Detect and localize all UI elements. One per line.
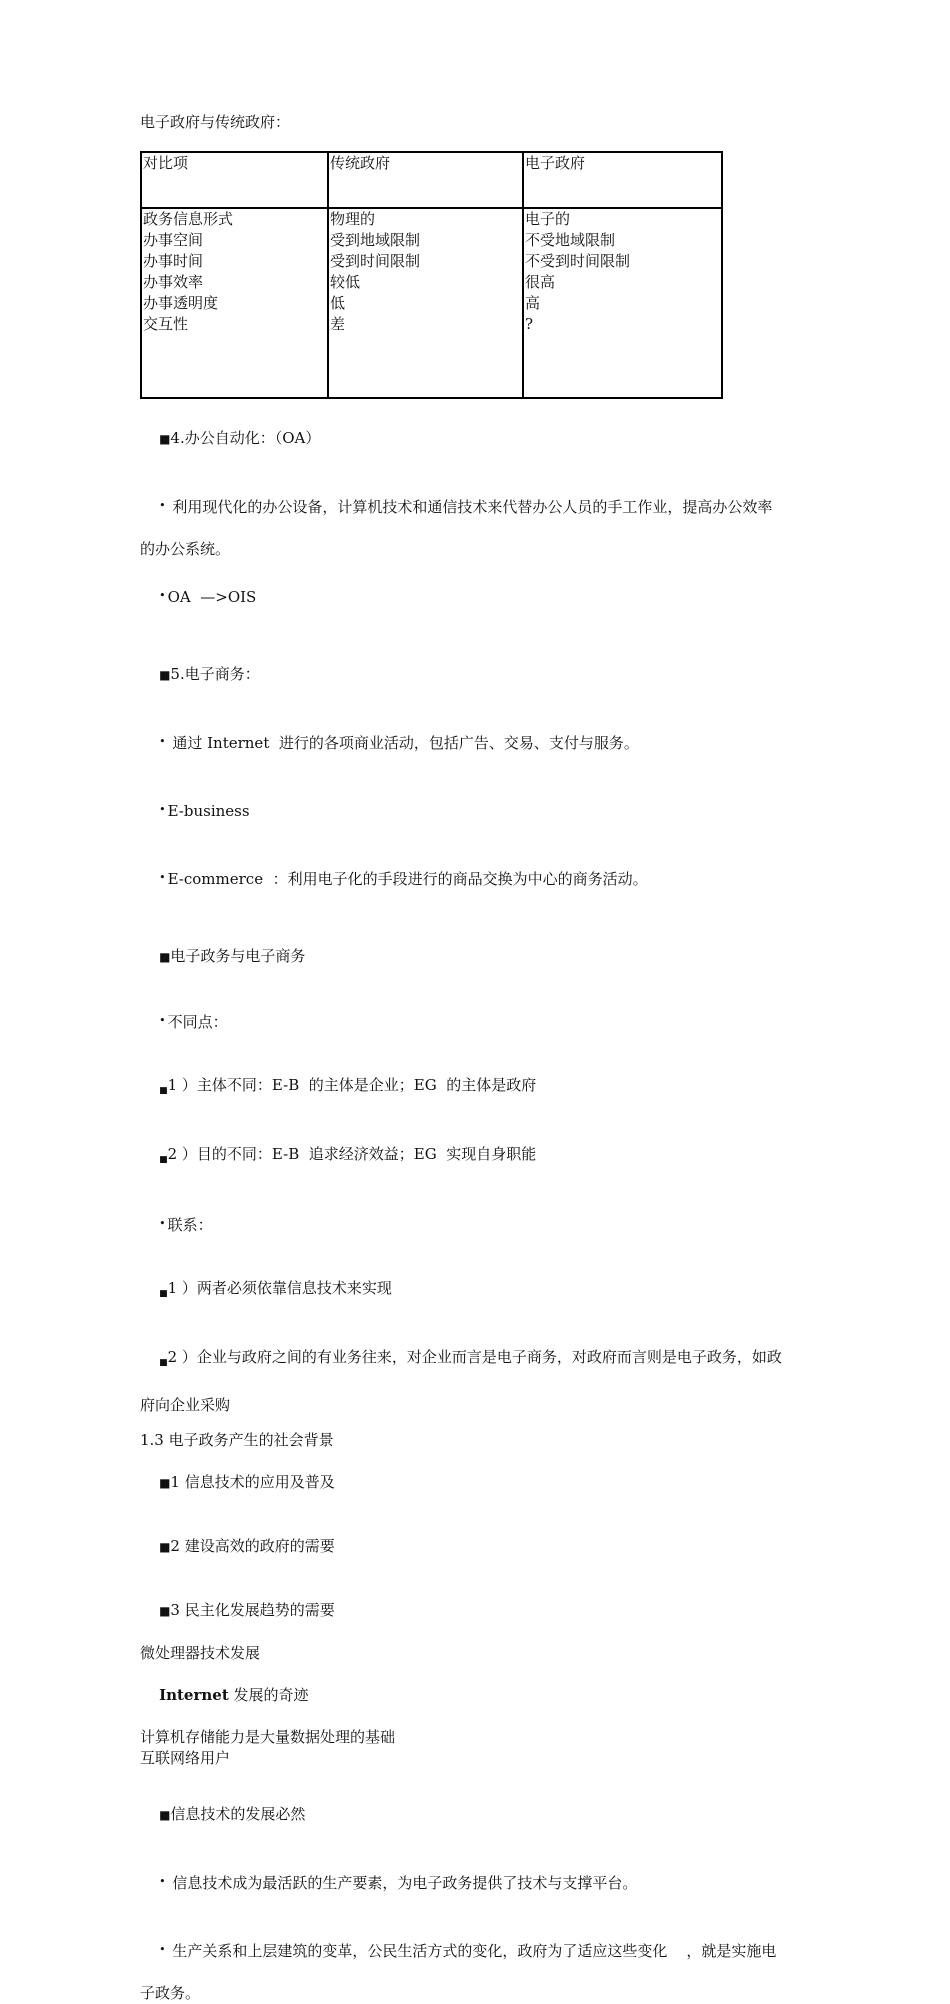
cell-text: 交互性 — [143, 315, 189, 333]
oa-bullet-continued: 的办公系统。 — [140, 540, 231, 558]
ec-heading — [140, 643, 820, 707]
bullet-text: OA —>OIS — [167, 588, 257, 606]
item-text: 2 ）目的不同：E-B 追求经济效益；EG 实现自身职能 — [167, 1145, 537, 1163]
bullet-text: 利用现代化的办公设备，计算机技术和通信技术来代替办公人员的手工作业，提高办公效率 — [167, 498, 773, 516]
table-row — [141, 208, 722, 398]
item-text: 1 信息技术的应用及普及 — [170, 1473, 335, 1491]
bullet-text: 生产关系和上层建筑的变革，公民生活方式的变化，政府为了适应这些变化 ，就是实施电 — [167, 1942, 777, 1960]
bg-line: 计算机存储能力是大量数据处理的基础 — [140, 1728, 396, 1746]
table-header-cell: 电子政府 — [523, 152, 722, 208]
cell-text: 受到地域限制 — [330, 231, 421, 249]
table-header-cell: 传统政府 — [328, 152, 523, 208]
ec-bullet — [140, 710, 820, 775]
oa-heading — [140, 407, 820, 471]
square-bullet-icon: ■ — [159, 1086, 168, 1096]
cell-text: 办事时间 — [143, 252, 204, 270]
item-text: 1 ）主体不同：E-B 的主体是企业；EG 的主体是政府 — [167, 1076, 537, 1094]
comparison-table — [140, 151, 723, 399]
item-text: 2 建设高效的政府的需要 — [170, 1537, 335, 1555]
cell-text: 低 — [330, 294, 346, 312]
table-cell-traditional — [328, 208, 523, 398]
bullet-icon: • — [159, 803, 166, 816]
table-header-row — [141, 152, 722, 208]
square-bullet-icon: ■ — [159, 1540, 171, 1554]
bullet-icon: • — [159, 1014, 166, 1027]
table-cell-criteria — [141, 208, 328, 398]
bullet-icon: • — [159, 1943, 166, 1956]
cell-text: 不受到时间限制 — [525, 252, 631, 270]
cell-text: 受到时间限制 — [330, 252, 421, 270]
bullet-icon: • — [159, 589, 166, 602]
bullet-icon: • — [159, 871, 166, 884]
label-text: 联系： — [167, 1216, 213, 1234]
square-bullet-icon: ■ — [159, 1358, 168, 1368]
cell-text: 办事透明度 — [143, 294, 219, 312]
bg-item — [140, 1515, 820, 1579]
it-bullet — [140, 1850, 820, 1915]
bullet-icon: • — [159, 735, 166, 748]
square-bullet-icon: ■ — [159, 1155, 168, 1165]
bullet-text: E-business — [167, 802, 250, 820]
diff-item-continued: 府向企业采购 — [140, 1396, 231, 1414]
bg-heading: 1.3 电子政务产生的社会背景 — [140, 1431, 334, 1449]
line-text: 发展的奇迹 — [228, 1686, 309, 1704]
bullet-text: 信息技术成为最活跃的生产要素，为电子政务提供了技术与支撑平台。 — [167, 1874, 638, 1892]
bullet-icon: • — [159, 1217, 166, 1230]
heading-text: 4.办公自动化：（OA） — [170, 429, 321, 447]
bullet-text: 通过 Internet 进行的各项商业活动，包括广告、交易、支付与服务。 — [167, 734, 639, 752]
section-title: 电子政府与传统政府： — [140, 113, 291, 131]
diff-label — [140, 989, 820, 1054]
diff-item — [140, 1326, 820, 1395]
square-bullet-icon: ■ — [159, 1289, 168, 1299]
diff-label — [140, 1192, 820, 1257]
square-bullet-icon: ■ — [159, 1476, 171, 1490]
bg-line — [140, 1664, 820, 1727]
heading-text: 电子政务与电子商务 — [170, 947, 306, 965]
bg-item — [140, 1451, 820, 1515]
document-page — [140, 112, 820, 2004]
cell-text: 高 — [525, 294, 541, 312]
square-bullet-icon: ■ — [159, 950, 171, 964]
diff-item — [140, 1054, 820, 1123]
item-text: 3 民主化发展趋势的需要 — [170, 1601, 335, 1619]
table-cell-electronic — [523, 208, 722, 398]
bg-item — [140, 1579, 820, 1643]
bg-line: 微处理器技术发展 — [140, 1644, 261, 1662]
oa-bullet — [140, 474, 820, 539]
diff-item — [140, 1257, 820, 1326]
square-bullet-icon: ■ — [159, 432, 171, 446]
diff-item — [140, 1123, 820, 1192]
label-text: 不同点： — [167, 1013, 228, 1031]
bullet-icon: • — [159, 1875, 166, 1888]
it-bullet — [140, 1918, 820, 1983]
square-bullet-icon: ■ — [159, 1808, 171, 1822]
heading-text: 信息技术的发展必然 — [170, 1805, 306, 1823]
square-bullet-icon: ■ — [159, 668, 171, 682]
cell-text: 物理的 — [330, 210, 376, 228]
oa-bullet — [140, 564, 820, 629]
bg-line: 互联网络用户 — [140, 1749, 231, 1767]
diff-heading — [140, 925, 820, 989]
cell-text: 办事空间 — [143, 231, 204, 249]
bold-text: Internet — [159, 1686, 229, 1704]
bullet-text: E-commerce ：利用电子化的手段进行的商品交换为中心的商务活动。 — [167, 870, 648, 888]
cell-text: 政务信息形式 — [143, 210, 234, 228]
cell-text: 办事效率 — [143, 273, 204, 291]
cell-text: 不受地域限制 — [525, 231, 616, 249]
cell-text: 差 — [330, 315, 346, 333]
cell-text: ? — [525, 315, 534, 333]
ec-bullet — [140, 846, 820, 911]
cell-text: 很高 — [525, 273, 556, 291]
it-bullet-continued: 子政务。 — [140, 1984, 201, 2002]
cell-text: 电子的 — [525, 210, 571, 228]
ec-bullet — [140, 778, 820, 843]
square-bullet-icon: ■ — [159, 1604, 171, 1618]
item-text: 1 ）两者必须依靠信息技术来实现 — [167, 1279, 392, 1297]
cell-text: 较低 — [330, 273, 361, 291]
item-text: 2 ）企业与政府之间的有业务往来，对企业而言是电子商务，对政府而言则是电子政务，如政 — [167, 1348, 782, 1366]
table-header-cell: 对比项 — [141, 152, 328, 208]
bullet-icon: • — [159, 499, 166, 512]
it-heading — [140, 1783, 820, 1847]
heading-text: 5.电子商务： — [170, 665, 260, 683]
